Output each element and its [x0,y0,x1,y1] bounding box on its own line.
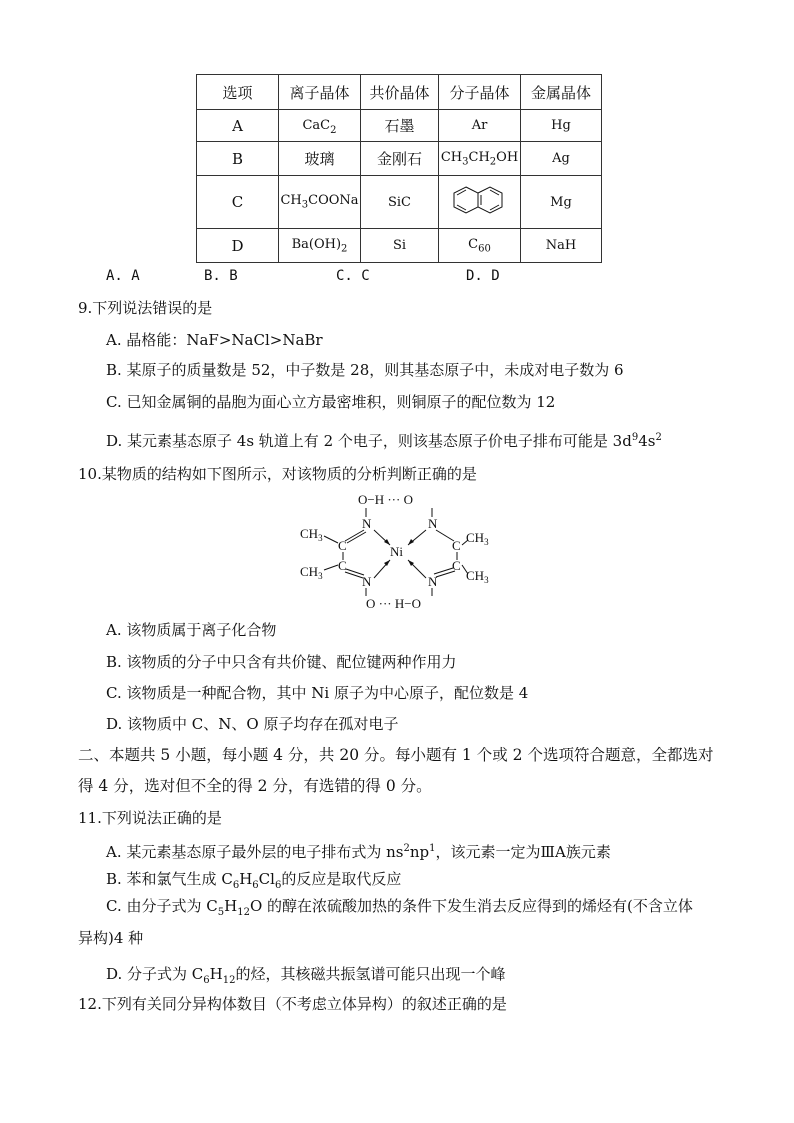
q9-stem: 9.下列说法错误的是 [78,299,213,317]
methyl-left-bottom: $CH_3$ [300,564,323,581]
section2-instructions-line2: 得 4 分，选对但不全的得 2 分，有选错的得 0 分。 [78,777,432,795]
methyl-right-top: $CH_3$ [466,530,489,547]
cell-molecular: $CH_3CH_2OH$ [439,142,521,176]
cell-option: D [197,229,279,263]
cell-covalent: SiC [361,176,439,229]
q10-option-b: B. 该物质的分子中只含有共价键、配位键两种作用力 [106,653,457,671]
q8-option-a: A. A [106,268,140,284]
cell-option: C [197,176,279,229]
methyl-left-top: $CH_3$ [300,526,323,543]
q11-option-c-continued: 异构)4 种 [78,929,144,947]
q8-option-b: B. B [204,268,238,284]
q11-stem: 11.下列说法正确的是 [78,809,222,827]
nickel-complex-structure [296,490,506,612]
q11-option-a: A. 某元素基态原子最外层的电子排布式为 $ns^2np^1$，该元素一定为ⅢA族元素 [106,843,611,861]
atom-c-right-bottom: C [452,558,461,573]
cell-option: B [197,142,279,176]
atom-n-bottom-right: N [428,574,438,589]
cell-covalent: 石墨 [361,110,439,142]
table-row [197,229,602,263]
cell-ionic: $Ba(OH)_2$ [279,229,361,263]
methyl-right-bottom: $CH_3$ [466,568,489,585]
q9-option-d: D. 某元素基态原子 4s 轨道上有 2 个电子，则该基态原子价电子排布可能是 $3d^94s^2$ [106,432,662,450]
atom-n-top-right: N [428,516,438,531]
cell-covalent: Si [361,229,439,263]
cell-molecular: $C_{60}$ [439,229,521,263]
cell-metallic: Ag [521,142,602,176]
cell-ionic: $CH_3COONa$ [279,176,361,229]
atom-n-top-left: N [362,516,372,531]
q8-option-c: C. C [336,268,370,284]
cell-option: A [197,110,279,142]
header-molecular: 分子晶体 [439,75,521,110]
q11-option-d: D. 分子式为 $C_6H_{12}$的烃，其核磁共振氢谱可能只出现一个峰 [106,965,506,986]
q10-option-a: A. 该物质属于离子化合物 [106,621,277,639]
atom-n-bottom-left: N [362,574,372,589]
cell-metallic: Mg [521,176,602,229]
cell-molecular [439,176,521,229]
structure-top-hbond: O−H ··· O [358,492,413,507]
cell-molecular: Ar [439,110,521,142]
naphthalene-structure-icon [452,185,508,215]
cell-covalent: 金刚石 [361,142,439,176]
atom-c-left-bottom: C [338,558,347,573]
header-option: 选项 [197,75,279,110]
table-header-row [197,75,602,110]
atom-c-right-top: C [452,538,461,553]
q10-option-c: C. 该物质是一种配合物，其中 Ni 原子为中心原子，配位数是 4 [106,684,529,702]
table-row [197,110,602,142]
header-ionic: 离子晶体 [279,75,361,110]
q9-option-a: A. 晶格能：NaF>NaCl>NaBr [106,331,323,349]
q10-option-d: D. 该物质中 C、N、O 原子均存在孤对电子 [106,715,399,733]
section2-instructions-line1: 二、本题共 5 小题，每小题 4 分，共 20 分。每小题有 1 个或 2 个选项符合题意，全都选对 [78,746,714,764]
cell-metallic: NaH [521,229,602,263]
q11-option-b: B. 苯和氯气生成 $C_6H_6Cl_6$的反应是取代反应 [106,870,402,891]
table-row [197,176,602,229]
cell-metallic: Hg [521,110,602,142]
header-metallic: 金属晶体 [521,75,602,110]
q9-option-b: B. 某原子的质量数是 52，中子数是 28，则其基态原子中，未成对电子数为 6 [106,361,624,379]
atom-c-left-top: C [338,538,347,553]
q10-stem: 10.某物质的结构如下图所示，对该物质的分析判断正确的是 [78,465,477,483]
cell-ionic: CaC$_2$ [279,110,361,142]
cell-ionic: 玻璃 [279,142,361,176]
q9-option-c: C. 已知金属铜的晶胞为面心立方最密堆积，则铜原子的配位数为 12 [106,393,556,411]
header-covalent: 共价晶体 [361,75,439,110]
structure-bottom-hbond: O ··· H−O [366,596,421,611]
crystal-table [196,74,602,263]
atom-ni: Ni [390,544,403,559]
table-row [197,142,602,176]
q11-option-c: C. 由分子式为 $C_5H_{12}O$ 的醇在浓硫酸加热的条件下发生消去反应得到的烯烃有(不含立体 [106,897,693,918]
q8-option-d: D. D [466,268,500,284]
q12-stem: 12.下列有关同分异构体数目（不考虑立体异构）的叙述正确的是 [78,995,507,1013]
